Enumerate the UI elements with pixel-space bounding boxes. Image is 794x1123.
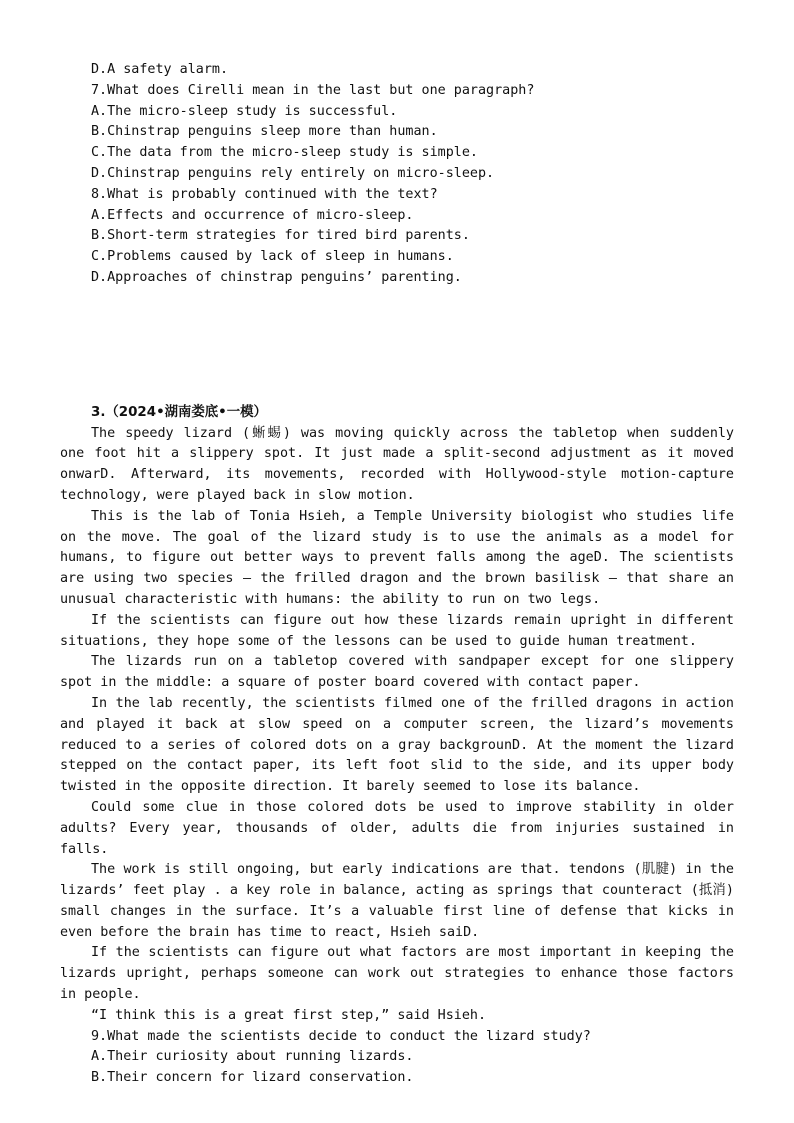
passage-paragraph: The lizards run on a tabletop covered with sandpaper except for one slippery spot in the middle: a square of poster board covered with contact paper. — [60, 654, 734, 691]
passage-paragraph: If the scientists can figure out what factors are most important in keeping the lizards upright, perhaps someone can work out strategies to enhance those factors in people. — [60, 945, 734, 1003]
blank-gap — [60, 289, 734, 403]
passage-paragraph: Could some clue in those colored dots be used to improve stability in older adults? Every year, thousands of older, adults die from injuries sustained in falls. — [60, 799, 734, 857]
document-page — [60, 60, 734, 1089]
passage-paragraph: The speedy lizard (蜥蜴) was moving quickly across the tabletop when suddenly one foot hit a slippery spot. It just made a split-second adjustment as it moved onwarD. Afterward, its movements, recorded with Hollywood-style motion-capture technology, were played back in slow motion. — [60, 425, 734, 503]
option-line: A.Their curiosity about running lizards. — [91, 1049, 414, 1065]
passage-paragraph: In the lab recently, the scientists filmed one of the frilled dragons in action and played it back at slow speed on a computer screen, the lizard’s movements reduced to a series of colored dots on a gray backgrounD. At the moment the lizard stepped on the contact paper, its left foot slid to the side, and its upper body twisted in the opposite direction. It barely seemed to lose its balance. — [60, 695, 734, 795]
question-line: 8.What is probably continued with the text? — [91, 186, 438, 202]
question-line: 7.What does Cirelli mean in the last but one paragraph? — [91, 82, 535, 98]
option-line: B.Short-term strategies for tired bird parents. — [91, 228, 470, 244]
passage-paragraph: This is the lab of Tonia Hsieh, a Temple University biologist who studies life on the move. The goal of the lizard study is to use the animals as a model for humans, to figure out better ways to prevent falls among the ageD. The scientists are using two species — the frilled dragon and the brown basilisk — that share an unusual characteristic with humans: the ability to run on two legs. — [60, 508, 734, 607]
passage — [60, 424, 734, 1027]
option-line: D.A safety alarm. — [91, 62, 229, 77]
option-line: A.The micro-sleep study is successful. — [91, 103, 398, 119]
section-heading: 3.（2024•湖南娄底•一模） — [91, 404, 267, 420]
passage-paragraph: If the scientists can figure out how these lizards remain upright in different situations, they hope some of the lessons can be used to guide human treatment. — [60, 612, 734, 649]
passage-paragraph: The work is still ongoing, but early indications are that. tendons (肌腱) in the lizards’ feet play . a key role in balance, acting as springs that counteract (抵消) small changes in the surface. It’s a valuable first line of defense that kicks in even before the brain has time to react, Hsieh saiD. — [60, 862, 734, 940]
option-line: C.Problems caused by lack of sleep in humans. — [91, 249, 454, 265]
question-line: 9.What made the scientists decide to conduct the lizard study? — [91, 1028, 591, 1044]
bottom-options-block — [60, 1027, 734, 1089]
option-line: D.Chinstrap penguins rely entirely on micro-sleep. — [91, 165, 495, 181]
option-line: C.The data from the micro-sleep study is simple. — [91, 145, 478, 161]
option-line: B.Chinstrap penguins sleep more than human. — [91, 124, 438, 140]
option-line: D.Approaches of chinstrap penguins’ parenting. — [91, 269, 462, 285]
option-line: A.Effects and occurrence of micro-sleep. — [91, 207, 414, 223]
passage-paragraph: “I think this is a great first step,” said Hsieh. — [91, 1007, 487, 1023]
option-line: B.Their concern for lizard conservation. — [91, 1070, 414, 1086]
top-options-block — [60, 60, 734, 289]
